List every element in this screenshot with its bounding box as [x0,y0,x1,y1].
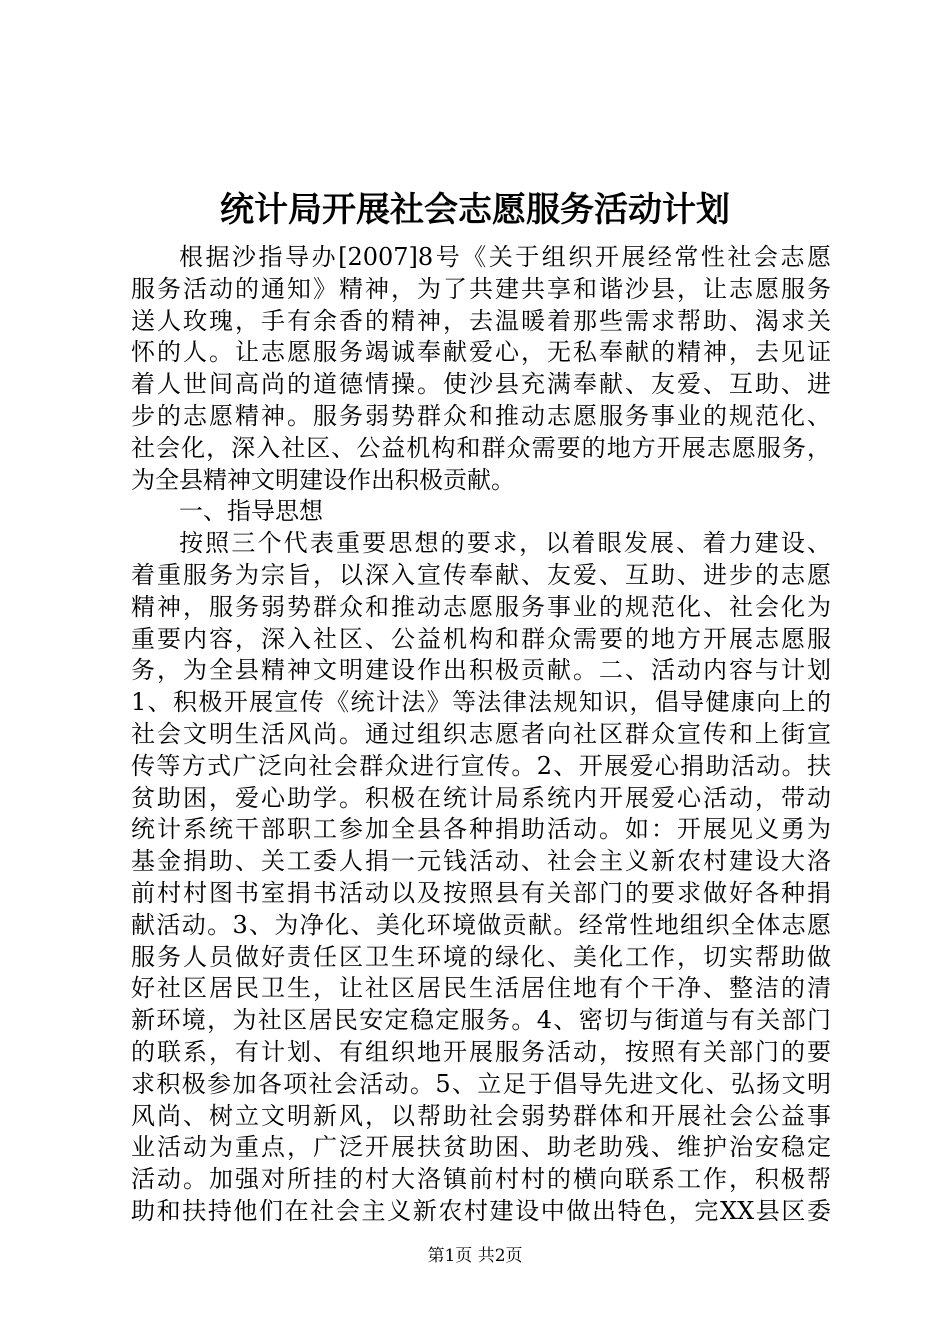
body-line: 着重服务为宗旨，以深入宣传奉献、友爱、互助、进步的志愿 [131,560,831,589]
body-line: 社会化，深入社区、公益机构和群众需要的地方开展志愿服务， [131,433,831,462]
body-line: 送人玫瑰，手有余香的精神，去温暖着那些需求帮助、渴求关 [131,306,831,335]
body-line: 重要内容，深入社区、公益机构和群众需要的地方开展志愿服 [131,624,831,653]
body-line: 活动。加强对所挂的村大洛镇前村村的横向联系工作，积极帮 [131,1165,831,1194]
body-line: 务，为全县精神文明建设作出积极贡献。二、活动内容与计划 [131,656,831,685]
body-line: 求积极参加各项社会活动。5、立足于倡导先进文化、弘扬文明 [131,1069,831,1098]
document-title: 统计局开展社会志愿服务活动计划 [220,190,730,230]
body-line: 新环境，为社区居民安定稳定服务。4、密切与街道与有关部门 [131,1006,831,1035]
body-line: 好社区居民卫生，让社区居民生活居住地有个干净、整洁的清 [131,974,831,1003]
document-body [131,242,831,1228]
body-line: 前村村图书室捐书活动以及按照县有关部门的要求做好各种捐 [131,878,831,907]
body-line: 业活动为重点，广泛开展扶贫助困、助老助残、维护治安稳定 [131,1133,831,1162]
body-line: 统计系统干部职工参加全县各种捐助活动。如：开展见义勇为 [131,815,831,844]
body-line: 按照三个代表重要思想的要求，以着眼发展、着力建设、 [179,529,831,558]
body-line: 着人世间高尚的道德情操。使沙县充满奉献、友爱、互助、进 [131,370,831,399]
body-line: 一、指导思想 [179,497,323,526]
body-line: 风尚、树立文明新风，以帮助社会弱势群体和开展社会公益事 [131,1101,831,1130]
body-line: 1、积极开展宣传《统计法》等法律法规知识，倡导健康向上的 [131,688,831,717]
body-line: 基金捐助、关工委人捐一元钱活动、社会主义新农村建设大洛 [131,847,831,876]
body-line: 精神，服务弱势群众和推动志愿服务事业的规范化、社会化为 [131,592,831,621]
body-line: 献活动。3、为净化、美化环境做贡献。经常性地组织全体志愿 [131,910,831,939]
page-footer: 第1页 共2页 [427,1246,523,1266]
body-line: 步的志愿精神。服务弱势群众和推动志愿服务事业的规范化、 [131,401,831,430]
body-line: 为全县精神文明建设作出积极贡献。 [131,465,515,494]
body-line: 的联系，有计划、有组织地开展服务活动，按照有关部门的要 [131,1037,831,1066]
body-line: 助和扶持他们在社会主义新农村建设中做出特色，完XX县区委 [131,1196,831,1225]
body-line: 服务人员做好责任区卫生环境的绿化、美化工作，切实帮助做 [131,942,831,971]
body-line: 怀的人。让志愿服务竭诚奉献爱心，无私奉献的精神，去见证 [131,338,831,367]
body-line: 社会文明生活风尚。通过组织志愿者向社区群众宣传和上街宣 [131,719,831,748]
body-line: 贫助困，爱心助学。积极在统计局系统内开展爱心活动，带动 [131,783,831,812]
body-line: 服务活动的通知》精神，为了共建共享和谐沙县，让志愿服务 [131,274,831,303]
body-line: 根据沙指导办[2007]8号《关于组织开展经常性社会志愿 [179,243,831,271]
body-line: 传等方式广泛向社会群众进行宣传。2、开展爱心捐助活动。扶 [131,751,831,780]
